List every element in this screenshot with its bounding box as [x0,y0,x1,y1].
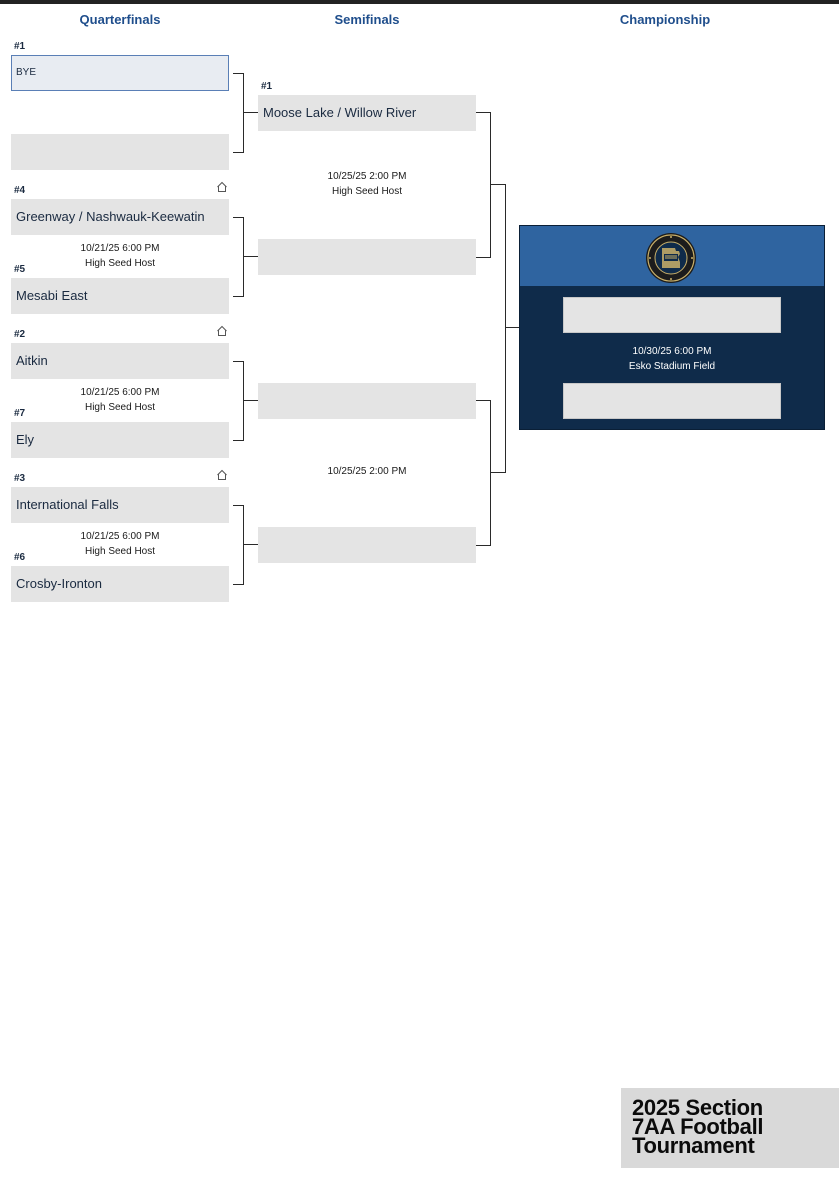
qf2-game-info [11,241,229,271]
qf1-bottom-slot[interactable] [11,134,229,170]
round-header-semifinals: Semifinals [334,12,400,27]
qf3-bottom-slot[interactable]: Ely [11,422,229,458]
qf4-bottom-slot[interactable]: Crosby-Ironton [11,566,229,602]
title-line: 2025 Section [632,1095,763,1120]
sf2-bottom-slot[interactable] [258,527,476,563]
game-note: High Seed Host [84,546,156,557]
championship-top-slot[interactable] [563,297,781,333]
qf1-top-slot[interactable]: BYE [11,55,229,91]
sf1-bottom-slot[interactable] [258,239,476,275]
seed-label: #4 [14,185,26,196]
sf1-top-slot[interactable]: Moose Lake / Willow River [258,95,476,131]
bracket-line [476,257,490,258]
tournament-title [632,1095,764,1158]
sf2-top-slot[interactable] [258,383,476,419]
seed-label: #2 [14,329,26,340]
title-line: 7AA Football [632,1114,764,1139]
bracket-line [243,112,258,113]
bracket-line [233,361,243,362]
bracket-line [243,400,258,401]
qf2-top-slot[interactable]: Greenway / Nashwauk-Keewatin [11,199,229,235]
title-line: Tournament [632,1133,755,1158]
seed-label: #7 [14,408,26,419]
tournament-title-card [621,1088,839,1168]
seed-label: #1 [14,41,26,52]
championship-bottom-slot[interactable] [563,383,781,419]
bracket-line [505,327,519,328]
bracket-line [233,440,243,441]
championship-panel [519,225,825,430]
game-date: 10/25/25 2:00 PM [327,171,407,182]
bracket-line [243,505,244,585]
bracket-line [233,296,243,297]
bracket-line [233,73,243,74]
bracket-line [243,544,258,545]
qf3-top-slot[interactable]: Aitkin [11,343,229,379]
top-bar [0,0,839,4]
bracket-line [233,505,243,506]
sf2-game-info [258,464,476,479]
bracket-line [490,400,491,546]
bracket-line [505,184,506,473]
game-date: 10/21/25 6:00 PM [80,531,160,542]
bracket-line [243,73,244,153]
game-date: 10/25/25 2:00 PM [327,466,407,477]
bracket-line [243,361,244,441]
bracket-line [476,545,490,546]
game-date: 10/30/25 6:00 PM [632,346,712,357]
mshsl-logo-icon [645,232,697,284]
qf4-top-slot[interactable]: International Falls [11,487,229,523]
round-header-championship: Championship [619,12,711,27]
bracket-line [233,217,243,218]
game-date: 10/21/25 6:00 PM [80,243,160,254]
home-icon [216,325,228,337]
qf3-game-info [11,385,229,415]
home-icon [216,469,228,481]
bracket-line [476,400,490,401]
bracket-line [233,584,243,585]
seed-label: #3 [14,473,26,484]
home-icon [216,181,228,193]
championship-game-info [520,344,824,374]
bracket-line [243,256,258,257]
bracket-line [490,472,505,473]
game-note: High Seed Host [84,258,156,269]
seed-label: #1 [261,81,273,92]
game-date: 10/21/25 6:00 PM [80,387,160,398]
seed-label: #6 [14,552,26,563]
bracket-line [490,112,491,258]
seed-label: #5 [14,264,26,275]
game-note: High Seed Host [84,402,156,413]
bracket-line [233,152,243,153]
qf4-game-info [11,529,229,559]
bracket-line [490,184,505,185]
sf1-game-info [258,169,476,199]
game-note: High Seed Host [331,186,403,197]
bracket-line [476,112,490,113]
qf2-bottom-slot[interactable]: Mesabi East [11,278,229,314]
championship-header [520,226,824,286]
bracket-line [243,217,244,297]
game-venue: Esko Stadium Field [628,361,716,372]
round-header-quarterfinals: Quarterfinals [79,12,161,27]
